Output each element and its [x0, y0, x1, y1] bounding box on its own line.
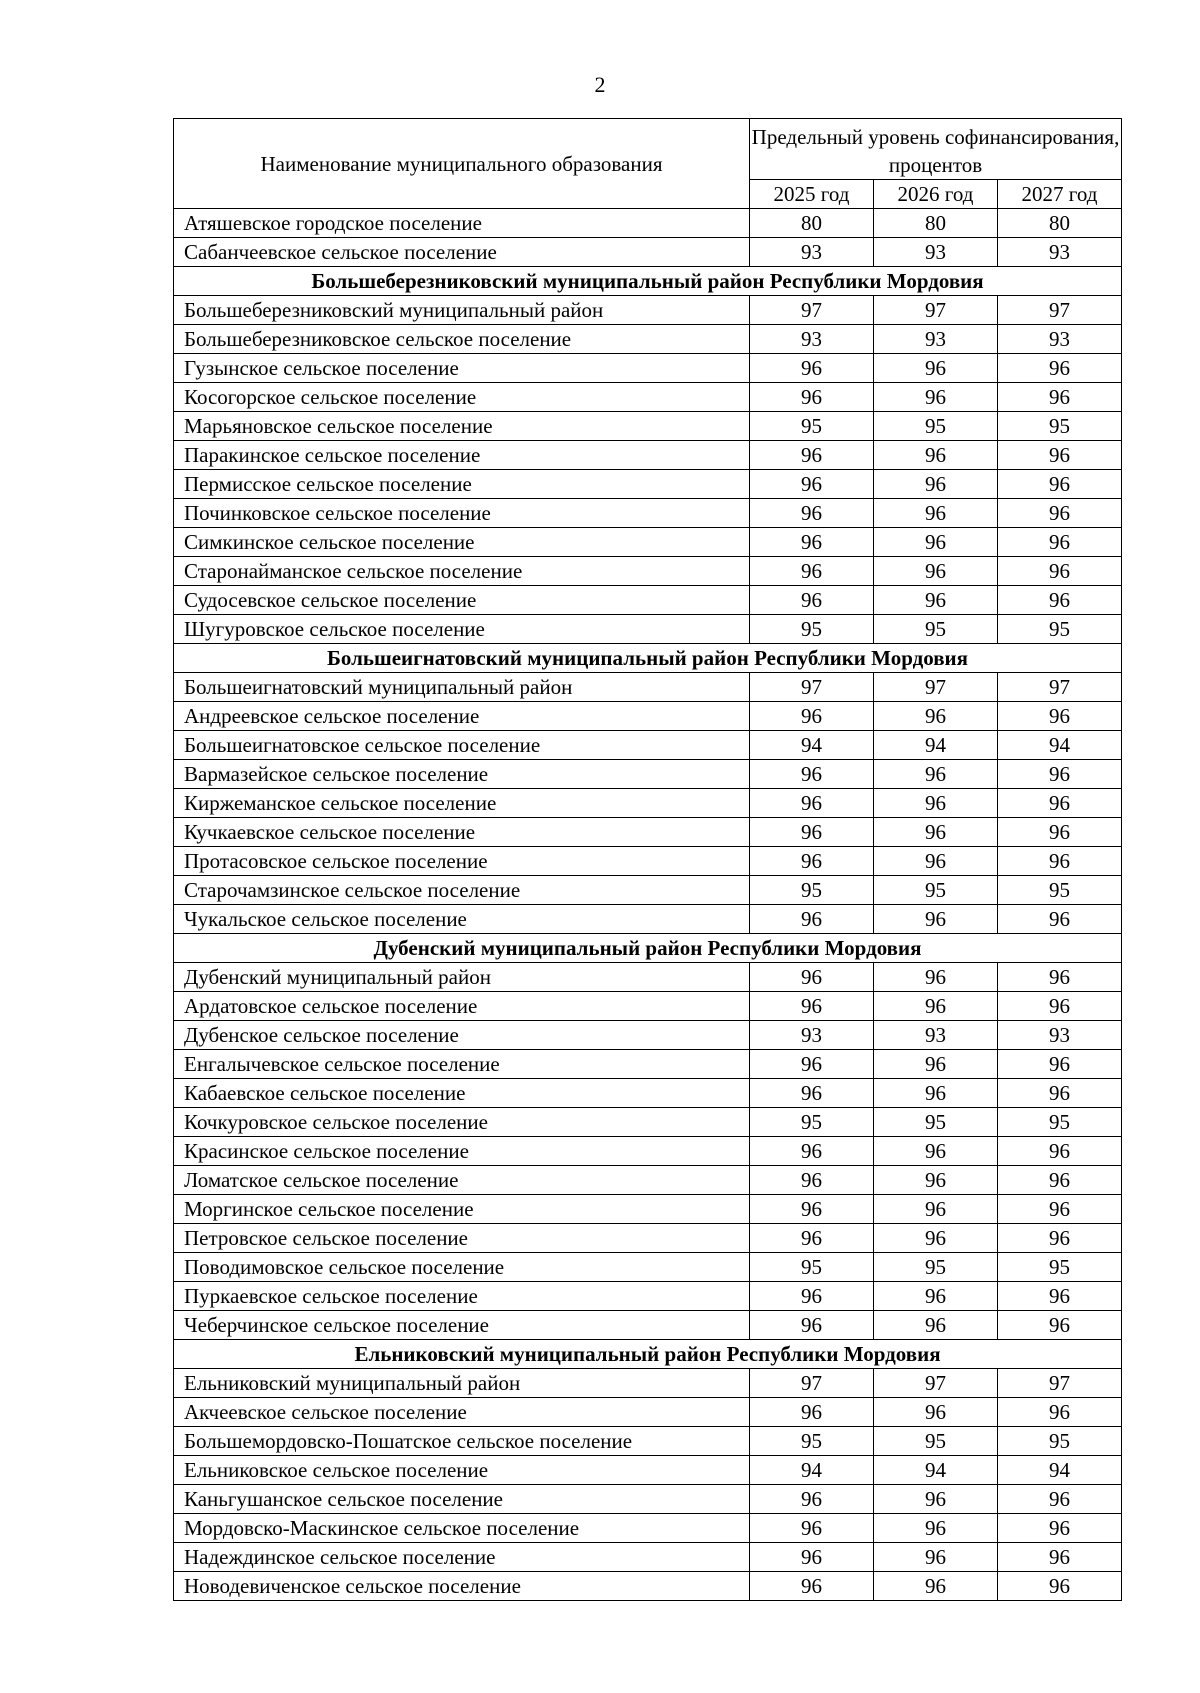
value-2025: 96: [750, 470, 874, 499]
value-2025: 96: [750, 1311, 874, 1340]
value-2026: 93: [874, 1021, 998, 1050]
municipality-name: Ардатовское сельское поселение: [174, 992, 750, 1021]
value-2025: 96: [750, 789, 874, 818]
municipality-name: Моргинское сельское поселение: [174, 1195, 750, 1224]
value-2025: 96: [750, 1572, 874, 1601]
section-header-row: [174, 1340, 1122, 1369]
value-2027: 96: [998, 1398, 1122, 1427]
value-2027: 96: [998, 586, 1122, 615]
table-row: [174, 325, 1122, 354]
value-2027: 96: [998, 441, 1122, 470]
municipality-name: Петровское сельское поселение: [174, 1224, 750, 1253]
value-2027: 96: [998, 1224, 1122, 1253]
table-row: [174, 1369, 1122, 1398]
value-2025: 97: [750, 296, 874, 325]
value-2027: 96: [998, 1050, 1122, 1079]
municipality-name: Марьяновское сельское поселение: [174, 412, 750, 441]
value-2025: 96: [750, 1282, 874, 1311]
value-2026: 93: [874, 325, 998, 354]
value-2026: 96: [874, 1195, 998, 1224]
value-2025: 95: [750, 1253, 874, 1282]
table-row: [174, 818, 1122, 847]
value-2025: 96: [750, 1485, 874, 1514]
value-2026: 96: [874, 354, 998, 383]
value-2025: 93: [750, 325, 874, 354]
value-2027: 94: [998, 731, 1122, 760]
value-2025: 96: [750, 1137, 874, 1166]
table-row: [174, 760, 1122, 789]
municipality-name: Мордовско-Маскинское сельское поселение: [174, 1514, 750, 1543]
section-title: Большеигнатовский муниципальный район Республики Мордовия: [174, 644, 1122, 673]
value-2025: 96: [750, 905, 874, 934]
table-row: [174, 702, 1122, 731]
municipality-name: Судосевское сельское поселение: [174, 586, 750, 615]
value-2027: 96: [998, 963, 1122, 992]
value-2026: 96: [874, 963, 998, 992]
value-2026: 96: [874, 1224, 998, 1253]
section-title: Ельниковский муниципальный район Республики Мордовия: [174, 1340, 1122, 1369]
municipality-name: Ельниковское сельское поселение: [174, 1456, 750, 1485]
value-2026: 96: [874, 586, 998, 615]
municipality-name: Чукальское сельское поселение: [174, 905, 750, 934]
municipality-name: Андреевское сельское поселение: [174, 702, 750, 731]
value-2027: 96: [998, 992, 1122, 1021]
header-name-column: Наименование муниципального образования: [174, 119, 750, 209]
table-row: [174, 615, 1122, 644]
value-2027: 96: [998, 702, 1122, 731]
value-2027: 97: [998, 673, 1122, 702]
value-2026: 96: [874, 1398, 998, 1427]
value-2027: 94: [998, 1456, 1122, 1485]
value-2027: 96: [998, 354, 1122, 383]
table-row: [174, 731, 1122, 760]
header-group-column: Предельный уровень софинансирования, процентов: [750, 119, 1122, 180]
table-row: [174, 441, 1122, 470]
value-2025: 96: [750, 1050, 874, 1079]
value-2027: 97: [998, 296, 1122, 325]
value-2025: 96: [750, 1543, 874, 1572]
value-2025: 94: [750, 1456, 874, 1485]
value-2026: 96: [874, 1543, 998, 1572]
value-2027: 96: [998, 1311, 1122, 1340]
value-2027: 96: [998, 499, 1122, 528]
value-2026: 96: [874, 992, 998, 1021]
value-2026: 94: [874, 1456, 998, 1485]
value-2026: 96: [874, 1514, 998, 1543]
municipality-name: Пуркаевское сельское поселение: [174, 1282, 750, 1311]
municipality-name: Паракинское сельское поселение: [174, 441, 750, 470]
value-2027: 80: [998, 209, 1122, 238]
table-row: [174, 1543, 1122, 1572]
value-2026: 95: [874, 1253, 998, 1282]
value-2025: 95: [750, 615, 874, 644]
municipality-name: Симкинское сельское поселение: [174, 528, 750, 557]
table-row: [174, 1311, 1122, 1340]
municipality-name: Вармазейское сельское поселение: [174, 760, 750, 789]
value-2025: 96: [750, 760, 874, 789]
table-row: [174, 1456, 1122, 1485]
value-2025: 96: [750, 963, 874, 992]
section-title: Дубенский муниципальный район Республики Мордовия: [174, 934, 1122, 963]
value-2026: 95: [874, 1108, 998, 1137]
table-row: [174, 1572, 1122, 1601]
table-row: [174, 209, 1122, 238]
value-2025: 96: [750, 1398, 874, 1427]
table-row: [174, 789, 1122, 818]
value-2025: 96: [750, 499, 874, 528]
table-row: [174, 1195, 1122, 1224]
value-2027: 96: [998, 905, 1122, 934]
municipality-name: Дубенский муниципальный район: [174, 963, 750, 992]
table-row: [174, 905, 1122, 934]
municipality-name: Кабаевское сельское поселение: [174, 1079, 750, 1108]
municipality-name: Большеберезниковское сельское поселение: [174, 325, 750, 354]
value-2027: 96: [998, 818, 1122, 847]
value-2027: 96: [998, 1543, 1122, 1572]
value-2025: 96: [750, 528, 874, 557]
value-2027: 96: [998, 557, 1122, 586]
value-2027: 95: [998, 412, 1122, 441]
municipality-name: Большеберезниковский муниципальный район: [174, 296, 750, 325]
value-2025: 95: [750, 1427, 874, 1456]
table-row: [174, 1485, 1122, 1514]
value-2027: 93: [998, 238, 1122, 267]
value-2026: 94: [874, 731, 998, 760]
table-row: [174, 992, 1122, 1021]
section-header-row: [174, 267, 1122, 296]
table-row: [174, 1398, 1122, 1427]
value-2025: 96: [750, 586, 874, 615]
table-row: [174, 412, 1122, 441]
value-2027: 96: [998, 1572, 1122, 1601]
value-2026: 96: [874, 499, 998, 528]
value-2026: 96: [874, 789, 998, 818]
municipality-name: Шугуровское сельское поселение: [174, 615, 750, 644]
municipality-name: Гузынское сельское поселение: [174, 354, 750, 383]
table-row: [174, 1282, 1122, 1311]
value-2026: 96: [874, 818, 998, 847]
table-row: [174, 1514, 1122, 1543]
table-row: [174, 383, 1122, 412]
value-2027: 95: [998, 876, 1122, 905]
section-header-row: [174, 934, 1122, 963]
table-row: [174, 1224, 1122, 1253]
value-2026: 96: [874, 528, 998, 557]
municipality-name: Починковское сельское поселение: [174, 499, 750, 528]
table-row: [174, 238, 1122, 267]
table-row: [174, 1021, 1122, 1050]
table-row: [174, 1253, 1122, 1282]
value-2025: 80: [750, 209, 874, 238]
value-2027: 95: [998, 1108, 1122, 1137]
municipality-name: Новодевиченское сельское поселение: [174, 1572, 750, 1601]
table-row: [174, 1050, 1122, 1079]
value-2026: 96: [874, 1311, 998, 1340]
value-2025: 96: [750, 354, 874, 383]
value-2025: 96: [750, 1224, 874, 1253]
value-2026: 96: [874, 470, 998, 499]
value-2025: 96: [750, 992, 874, 1021]
municipality-name: Красинское сельское поселение: [174, 1137, 750, 1166]
table-row: [174, 847, 1122, 876]
municipality-name: Старонайманское сельское поселение: [174, 557, 750, 586]
municipality-name: Киржеманское сельское поселение: [174, 789, 750, 818]
value-2025: 97: [750, 1369, 874, 1398]
value-2026: 96: [874, 905, 998, 934]
value-2026: 96: [874, 1166, 998, 1195]
municipality-name: Каньгушанское сельское поселение: [174, 1485, 750, 1514]
value-2026: 96: [874, 847, 998, 876]
value-2027: 95: [998, 615, 1122, 644]
municipality-name: Кочкуровское сельское поселение: [174, 1108, 750, 1137]
municipality-name: Надеждинское сельское поселение: [174, 1543, 750, 1572]
value-2025: 96: [750, 441, 874, 470]
municipality-name: Косогорское сельское поселение: [174, 383, 750, 412]
table-row: [174, 963, 1122, 992]
value-2025: 96: [750, 557, 874, 586]
table-row: [174, 499, 1122, 528]
value-2025: 96: [750, 383, 874, 412]
municipality-name: Пермисское сельское поселение: [174, 470, 750, 499]
cofinancing-table: [173, 118, 1122, 1601]
municipality-name: Сабанчеевское сельское поселение: [174, 238, 750, 267]
value-2026: 96: [874, 760, 998, 789]
table-row: [174, 1427, 1122, 1456]
value-2026: 96: [874, 1079, 998, 1108]
value-2025: 95: [750, 1108, 874, 1137]
value-2025: 96: [750, 1079, 874, 1108]
table-row: [174, 470, 1122, 499]
table-row: [174, 296, 1122, 325]
value-2026: 96: [874, 557, 998, 586]
value-2027: 95: [998, 1427, 1122, 1456]
value-2027: 96: [998, 528, 1122, 557]
value-2026: 96: [874, 1050, 998, 1079]
value-2026: 95: [874, 615, 998, 644]
value-2027: 96: [998, 1282, 1122, 1311]
value-2027: 93: [998, 1021, 1122, 1050]
municipality-name: Большеигнатовский муниципальный район: [174, 673, 750, 702]
header-year-2026: 2026 год: [874, 180, 998, 209]
value-2025: 97: [750, 673, 874, 702]
value-2027: 97: [998, 1369, 1122, 1398]
value-2026: 96: [874, 1485, 998, 1514]
table-row: [174, 1079, 1122, 1108]
municipality-name: Дубенское сельское поселение: [174, 1021, 750, 1050]
value-2025: 96: [750, 702, 874, 731]
value-2026: 95: [874, 412, 998, 441]
page-number: 2: [594, 72, 606, 97]
table-row: [174, 1166, 1122, 1195]
table-row: [174, 354, 1122, 383]
value-2026: 96: [874, 1282, 998, 1311]
table-row: [174, 1137, 1122, 1166]
value-2027: 96: [998, 1079, 1122, 1108]
value-2026: 96: [874, 702, 998, 731]
value-2025: 96: [750, 1514, 874, 1543]
municipality-name: Чеберчинское сельское поселение: [174, 1311, 750, 1340]
municipality-name: Поводимовское сельское поселение: [174, 1253, 750, 1282]
value-2025: 93: [750, 238, 874, 267]
value-2026: 96: [874, 383, 998, 412]
value-2025: 96: [750, 818, 874, 847]
header-year-2025: 2025 год: [750, 180, 874, 209]
value-2025: 96: [750, 1195, 874, 1224]
municipality-name: Протасовское сельское поселение: [174, 847, 750, 876]
value-2027: 96: [998, 470, 1122, 499]
municipality-name: Старочамзинское сельское поселение: [174, 876, 750, 905]
value-2027: 96: [998, 1137, 1122, 1166]
section-header-row: [174, 644, 1122, 673]
value-2026: 95: [874, 876, 998, 905]
value-2025: 96: [750, 1166, 874, 1195]
value-2027: 96: [998, 383, 1122, 412]
municipality-name: Большемордовско-Пошатское сельское поселение: [174, 1427, 750, 1456]
section-title: Большеберезниковский муниципальный район Республики Мордовия: [174, 267, 1122, 296]
value-2025: 95: [750, 876, 874, 905]
municipality-name: Ельниковский муниципальный район: [174, 1369, 750, 1398]
header-year-2027: 2027 год: [998, 180, 1122, 209]
value-2026: 97: [874, 1369, 998, 1398]
table-row: [174, 557, 1122, 586]
value-2027: 96: [998, 1485, 1122, 1514]
value-2027: 96: [998, 847, 1122, 876]
value-2026: 97: [874, 673, 998, 702]
value-2025: 93: [750, 1021, 874, 1050]
value-2026: 96: [874, 1137, 998, 1166]
value-2025: 96: [750, 847, 874, 876]
value-2027: 96: [998, 1195, 1122, 1224]
value-2026: 80: [874, 209, 998, 238]
table-body: [174, 209, 1122, 1601]
municipality-name: Акчеевское сельское поселение: [174, 1398, 750, 1427]
value-2026: 96: [874, 441, 998, 470]
municipality-name: Ломатское сельское поселение: [174, 1166, 750, 1195]
value-2027: 96: [998, 789, 1122, 818]
table-row: [174, 1108, 1122, 1137]
value-2027: 96: [998, 1166, 1122, 1195]
municipality-name: Большеигнатовское сельское поселение: [174, 731, 750, 760]
value-2027: 96: [998, 1514, 1122, 1543]
municipality-name: Енгалычевское сельское поселение: [174, 1050, 750, 1079]
table-row: [174, 673, 1122, 702]
value-2026: 93: [874, 238, 998, 267]
table-row: [174, 876, 1122, 905]
value-2026: 95: [874, 1427, 998, 1456]
value-2025: 94: [750, 731, 874, 760]
value-2026: 97: [874, 296, 998, 325]
value-2027: 93: [998, 325, 1122, 354]
table-row: [174, 586, 1122, 615]
value-2025: 95: [750, 412, 874, 441]
municipality-name: Кучкаевское сельское поселение: [174, 818, 750, 847]
table-row: [174, 528, 1122, 557]
value-2026: 96: [874, 1572, 998, 1601]
value-2027: 95: [998, 1253, 1122, 1282]
municipality-name: Атяшевское городское поселение: [174, 209, 750, 238]
value-2027: 96: [998, 760, 1122, 789]
